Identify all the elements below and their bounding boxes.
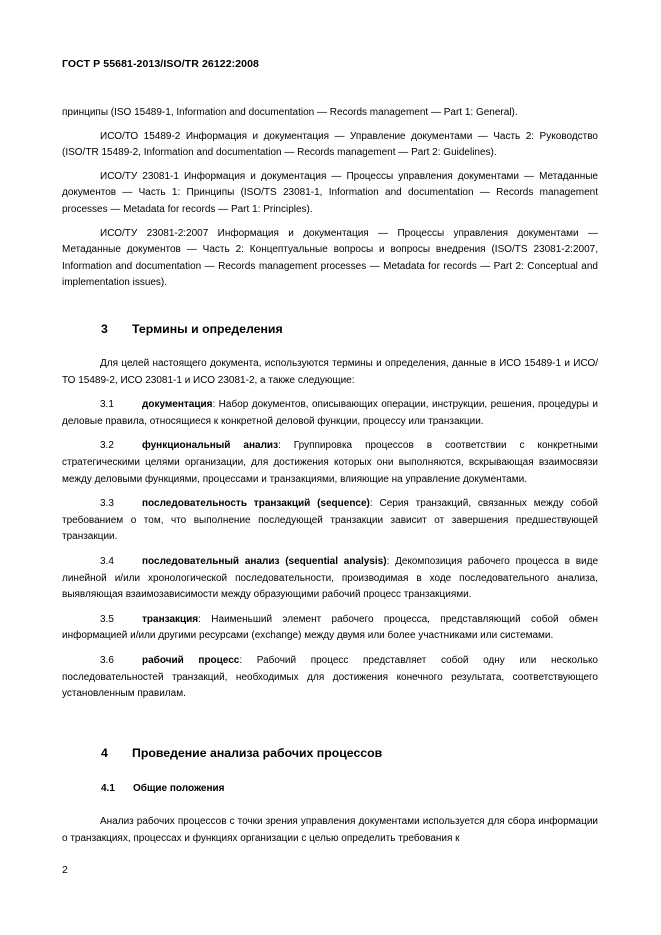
ref-iso-15489-2: ИСО/ТО 15489-2 Информация и документация — Управление документами — Часть 2: Руководство (ISO/TR 15489-2, Information and documentation — Records management — Part 2: Guidelines). <box>62 130 598 159</box>
section-3-intro: Для целей настоящего документа, используются термины и определения, данные в ИСО 15489-1 и ИСО/ТО 15489-2, ИСО 23081-1 и ИСО 23081-2, а также следующие: <box>62 358 598 386</box>
page-number: 2 <box>62 864 68 876</box>
term-number: 3.5 <box>100 613 114 625</box>
term-definition: : Наименьший элемент рабочего процесса, представляющий собой обмен информацией и/или другими ресурсами (exchange) между двумя или более участниками или системами. <box>62 613 598 642</box>
term-name: документация <box>142 399 213 411</box>
term-entry <box>62 397 598 430</box>
ref-iso-23081-1: ИСО/ТУ 23081-1 Информация и документация — Процессы управления документами — Метаданные документов — Часть 1: Принципы (ISO/TS 23081-1, Information and documentation — Records management processes — Metadata for records — Part 1: Principles). <box>62 170 598 215</box>
term-entry <box>62 653 598 703</box>
section-4-heading <box>101 746 382 760</box>
term-definition: : Набор документов, описывающих операции, инструкции, решения, процедуры и деловые правила, относящиеся к конкретной деловой функции, процессу или транзакции. <box>62 399 598 427</box>
term-name: последовательность транзакций (sequence) <box>142 498 370 510</box>
term-definition: : Серия транзакций, связанных между собой требованием о том, что выполнение последующей транзакции зависит от завершения предшествующей транзакции. <box>62 498 598 543</box>
term-number: 3.1 <box>100 399 114 411</box>
document-header: ГОСТ Р 55681-2013/ISO/TR 26122:2008 <box>62 58 259 70</box>
subsection-4-1-heading <box>101 783 225 794</box>
section-number: 4 <box>101 746 108 760</box>
term-number: 3.2 <box>100 440 114 452</box>
section-number: 3 <box>101 322 108 336</box>
term-entry <box>62 612 598 645</box>
term-name: функциональный анализ <box>142 440 279 452</box>
term-number: 3.6 <box>100 654 114 666</box>
term-number: 3.4 <box>100 555 114 567</box>
term-entry <box>62 438 598 488</box>
term-definition: : Группировка процессов в соответствии с конкретными стратегическими целями организации, для достижения которых они выполняются, вскрывающая взаимосвязи между деловыми функциями, процессами и транзакциями, влияющие на управление документами. <box>62 440 598 485</box>
section-title: Термины и определения <box>132 322 283 336</box>
section-4-body <box>62 814 598 847</box>
section-3-body <box>62 356 598 703</box>
references-block <box>62 105 598 292</box>
term-entry <box>62 554 598 604</box>
term-entry <box>62 496 598 546</box>
section-4-paragraph: Анализ рабочих процессов с точки зрения управления документами используется для сбора информации о транзакциях, процессах и функциях организации с целью определить требования к <box>62 816 598 844</box>
term-number: 3.3 <box>100 498 114 510</box>
term-definition: : Декомпозиция рабочего процесса в виде линейной и/или хронологической последовательности, производимая в ходе последовательного анализа, выявляющая взаимозависимости между образующими рабочий процесс транзакциями. <box>62 555 598 601</box>
subsection-number: 4.1 <box>101 783 115 794</box>
section-title: Проведение анализа рабочих процессов <box>132 746 383 760</box>
term-name: рабочий процесс <box>142 654 240 666</box>
term-name: последовательный анализ (sequential analysis) <box>142 555 387 567</box>
subsection-title: Общие положения <box>133 783 225 794</box>
ref-iso-23081-2: ИСО/ТУ 23081-2:2007 Информация и документация — Процессы управления документами — Метаданные документов — Часть 2: Концептуальные вопросы и вопросы внедрения (ISO/TS 23081-2:2007, Information and documentation — Records management processes — Metadata for records — Part 2: Conceptual and implementation issues). <box>62 227 598 289</box>
term-name: транзакция <box>142 613 199 625</box>
term-definition: : Рабочий процесс представляет собой одну или несколько последовательностей транзакций, необходимых для достижения конечного результата, соответствующего установленным правилам. <box>62 654 598 700</box>
ref-continuation: принципы (ISO 15489-1, Information and documentation — Records management — Part 1: General). <box>62 107 518 118</box>
section-3-heading <box>101 322 283 336</box>
